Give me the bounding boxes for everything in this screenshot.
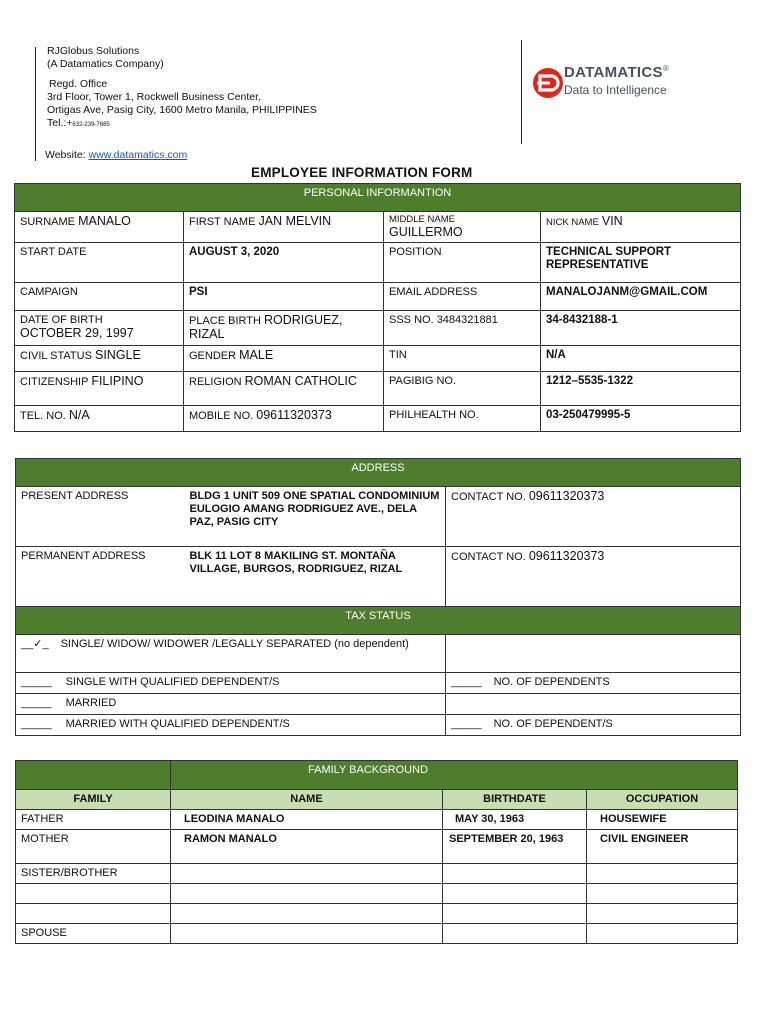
present-contact-label: CONTACT NO. bbox=[451, 491, 526, 503]
first-name-value: JAN MELVIN bbox=[258, 214, 332, 228]
family-name[interactable] bbox=[171, 884, 443, 904]
tax-option-2-blank: _____ bbox=[21, 676, 52, 688]
pagibig-cell[interactable] bbox=[541, 372, 741, 406]
present-address-value: BLDG 1 UNIT 509 ONE SPATIAL CONDOMINIUM EULOGIO AMANG RODRIGUEZ AVE., DELA PAZ, PASIG CITY bbox=[189, 490, 440, 528]
logo-wordmark bbox=[564, 64, 669, 81]
family-occupation[interactable] bbox=[587, 924, 738, 944]
middle-name-value: GUILLERMO bbox=[389, 225, 463, 239]
tin-label: TIN bbox=[389, 349, 407, 361]
start-date-cell[interactable] bbox=[184, 243, 384, 283]
pagibig-label-cell bbox=[384, 372, 541, 406]
tin-value: N/A bbox=[546, 349, 566, 361]
sss-label: SSS NO. bbox=[389, 314, 434, 326]
middle-name-label: MIDDLE NAME bbox=[389, 214, 455, 225]
tax-option-3-label: MARRIED bbox=[65, 697, 117, 709]
family-name[interactable] bbox=[171, 904, 443, 924]
mobile-no-value: 09611320373 bbox=[256, 408, 332, 422]
present-address-cell[interactable] bbox=[185, 487, 446, 547]
tax-option-4-label: MARRIED WITH QUALIFIED DEPENDENT/S bbox=[65, 718, 290, 730]
header-divider-right bbox=[521, 40, 522, 144]
date-of-birth-value: OCTOBER 29, 1997 bbox=[20, 326, 134, 340]
surname-cell[interactable] bbox=[15, 212, 184, 243]
surname-value: MANALO bbox=[78, 214, 131, 228]
sss-alt-value: 34-8432188-1 bbox=[546, 314, 618, 326]
website-line bbox=[45, 149, 187, 162]
tax-status-table bbox=[15, 606, 741, 736]
civil-status-value: SINGLE bbox=[94, 348, 141, 362]
campaign-value: PSI bbox=[189, 286, 208, 298]
personal-information-header: PERSONAL INFORMANTION bbox=[15, 184, 741, 212]
sss-alt-cell[interactable] bbox=[541, 311, 741, 346]
company-subtitle: (A Datamatics Company) bbox=[47, 58, 164, 70]
datamatics-logo bbox=[531, 62, 701, 102]
surname-label: SURNAME bbox=[20, 216, 76, 228]
permanent-address-label: PERMANENT ADDRESS bbox=[21, 550, 146, 562]
position-label-cell bbox=[384, 243, 541, 283]
tin-label-cell bbox=[384, 346, 541, 372]
first-name-cell[interactable] bbox=[184, 212, 384, 243]
family-relation: SPOUSE bbox=[16, 924, 171, 944]
permanent-address-cell[interactable] bbox=[185, 547, 446, 607]
no-of-dependents-2-cell[interactable] bbox=[446, 715, 741, 736]
philhealth-cell[interactable] bbox=[541, 406, 741, 432]
permanent-contact-value: 09611320373 bbox=[528, 549, 605, 563]
campaign-label: CAMPAIGN bbox=[20, 286, 78, 298]
table-row bbox=[16, 904, 738, 924]
tax-status-header: TAX STATUS bbox=[16, 607, 741, 635]
family-birthdate[interactable] bbox=[443, 864, 587, 884]
personal-information-table bbox=[14, 183, 741, 432]
regd-office-label: Regd. Office bbox=[49, 78, 108, 90]
no-of-dependents-label: NO. OF DEPENDENTS bbox=[493, 676, 610, 688]
tax-option-single-check: __✓_ bbox=[21, 638, 49, 650]
logo-tagline: Data to Intelligence bbox=[564, 83, 667, 97]
place-of-birth-value: RODRIGUEZ, RIZAL bbox=[189, 313, 343, 341]
family-occupation[interactable] bbox=[587, 884, 738, 904]
tel-no-value: N/A bbox=[68, 408, 90, 422]
telephone-label: Tel.:+ bbox=[47, 117, 73, 129]
pagibig-value: 1212–5535-1322 bbox=[546, 375, 633, 387]
tax-option-single-right bbox=[446, 635, 741, 673]
website-link[interactable]: www.datamatics.com bbox=[88, 149, 188, 161]
tax-option-single-label: SINGLE/ WIDOW/ WIDOWER /LEGALLY SEPARATED (no dependent) bbox=[60, 638, 409, 650]
telephone-number: 632-239-7685 bbox=[72, 122, 110, 128]
tax-option-single[interactable] bbox=[16, 635, 446, 673]
email-label: EMAIL ADDRESS bbox=[389, 286, 478, 298]
tax-option-married-dependents[interactable] bbox=[16, 715, 446, 736]
first-name-label: FIRST NAME bbox=[189, 216, 256, 228]
datamatics-logo-icon bbox=[531, 66, 565, 100]
sss-cell[interactable] bbox=[384, 311, 541, 346]
no-of-dependents-blank: _____ bbox=[451, 676, 482, 688]
family-background-table bbox=[15, 760, 738, 944]
citizenship-label: CITIZENSHIP bbox=[20, 376, 89, 388]
nick-name-value: VIN bbox=[601, 214, 623, 228]
family-birthdate[interactable]: SEPTEMBER 20, 1963 bbox=[443, 830, 587, 864]
start-date-label-cell bbox=[15, 243, 184, 283]
tax-option-married-right bbox=[446, 694, 741, 715]
pagibig-label: PAGIBIG NO. bbox=[389, 375, 457, 387]
name-col-header: NAME bbox=[171, 790, 443, 810]
family-col-header: FAMILY bbox=[16, 790, 171, 810]
family-background-header bbox=[171, 761, 738, 790]
family-occupation[interactable] bbox=[587, 904, 738, 924]
birthdate-col-header: BIRTHDATE bbox=[443, 790, 587, 810]
family-background-title: FAMILY BACKGROUND bbox=[308, 764, 429, 776]
telephone-line bbox=[47, 117, 387, 132]
present-contact-value: 09611320373 bbox=[528, 489, 605, 503]
company-name: RJGlobus Solutions bbox=[47, 45, 140, 57]
family-relation bbox=[16, 904, 171, 924]
philhealth-label-cell bbox=[384, 406, 541, 432]
logo-name: DATAMATICS bbox=[564, 64, 663, 81]
permanent-address-label-cell bbox=[16, 547, 185, 607]
tin-cell[interactable] bbox=[541, 346, 741, 372]
logo-registered: ® bbox=[662, 64, 670, 73]
occupation-col-header: OCCUPATION bbox=[587, 790, 738, 810]
family-name[interactable]: LEODINA MANALO bbox=[171, 810, 443, 830]
civil-status-cell[interactable] bbox=[15, 346, 184, 372]
start-date-value: AUGUST 3, 2020 bbox=[189, 246, 280, 258]
family-relation: FATHER bbox=[16, 810, 171, 830]
present-contact-cell[interactable] bbox=[446, 487, 741, 547]
sss-value: 3484321881 bbox=[436, 314, 498, 326]
family-occupation[interactable] bbox=[587, 864, 738, 884]
religion-cell[interactable] bbox=[184, 372, 384, 406]
family-relation: MOTHER bbox=[16, 830, 171, 864]
family-birthdate[interactable]: MAY 30, 1963 bbox=[443, 810, 587, 830]
date-of-birth-label: DATE OF BIRTH bbox=[20, 314, 103, 326]
position-label: POSITION bbox=[389, 246, 442, 258]
place-of-birth-label: PLACE BIRTH bbox=[189, 315, 261, 327]
no-of-dependents-2-label: NO. OF DEPENDENT/S bbox=[493, 718, 613, 730]
permanent-contact-cell[interactable] bbox=[446, 547, 741, 607]
email-cell[interactable] bbox=[541, 283, 741, 311]
no-of-dependents-2-blank: _____ bbox=[451, 718, 482, 730]
email-value: MANALOJANM@GMAIL.COM bbox=[546, 286, 708, 298]
present-address-label: PRESENT ADDRESS bbox=[21, 490, 129, 502]
start-date-label: START DATE bbox=[20, 246, 87, 258]
nick-name-label: NICK NAME bbox=[546, 217, 599, 228]
table-row bbox=[16, 830, 738, 864]
position-cell[interactable] bbox=[541, 243, 741, 283]
family-occupation[interactable]: HOUSEWIFE bbox=[587, 810, 738, 830]
address-header: ADDRESS bbox=[16, 459, 741, 487]
date-of-birth-cell[interactable] bbox=[15, 311, 184, 346]
religion-value: ROMAN CATHOLIC bbox=[244, 374, 357, 388]
family-relation bbox=[16, 884, 171, 904]
address-table bbox=[15, 458, 741, 607]
no-of-dependents-cell[interactable] bbox=[446, 673, 741, 694]
philhealth-value: 03-250479995-5 bbox=[546, 409, 631, 421]
philhealth-label: PHILHEALTH NO. bbox=[389, 409, 479, 421]
header-divider-left bbox=[35, 47, 36, 161]
company-block bbox=[47, 45, 387, 132]
tax-option-2-label: SINGLE WITH QUALIFIED DEPENDENT/S bbox=[65, 676, 280, 688]
family-name[interactable]: RAMON MANALO bbox=[171, 830, 443, 864]
website-label: Website: bbox=[45, 149, 86, 161]
campaign-cell[interactable] bbox=[184, 283, 384, 311]
nick-name-cell[interactable] bbox=[541, 212, 741, 243]
office-address-line-1: 3rd Floor, Tower 1, Rockwell Business Center, bbox=[47, 91, 261, 103]
position-value: TECHNICAL SUPPORT REPRESENTATIVE bbox=[546, 246, 672, 271]
civil-status-label: CIVIL STATUS bbox=[20, 350, 92, 362]
gender-value: MALE bbox=[239, 348, 274, 362]
tax-option-3-blank: _____ bbox=[21, 697, 52, 709]
tel-no-label: TEL. NO. bbox=[20, 410, 66, 422]
mobile-no-label: MOBILE NO. bbox=[189, 410, 254, 422]
family-header-blank bbox=[16, 761, 171, 790]
table-row bbox=[16, 864, 738, 884]
family-birthdate[interactable] bbox=[443, 904, 587, 924]
family-birthdate[interactable] bbox=[443, 884, 587, 904]
email-label-cell bbox=[384, 283, 541, 311]
tax-option-single-dependents[interactable] bbox=[16, 673, 446, 694]
table-row bbox=[16, 810, 738, 830]
family-birthdate[interactable] bbox=[443, 924, 587, 944]
table-row bbox=[16, 884, 738, 904]
family-name[interactable] bbox=[171, 924, 443, 944]
tax-option-4-blank: _____ bbox=[21, 718, 52, 730]
citizenship-cell[interactable] bbox=[15, 372, 184, 406]
gender-cell[interactable] bbox=[184, 346, 384, 372]
tax-option-married[interactable] bbox=[16, 694, 446, 715]
middle-name-cell[interactable] bbox=[384, 212, 541, 243]
permanent-contact-label: CONTACT NO. bbox=[451, 551, 526, 563]
table-row bbox=[16, 924, 738, 944]
office-address-line-2: Ortigas Ave, Pasig City, 1600 Metro Manila, PHILIPPINES bbox=[47, 104, 317, 116]
family-name[interactable] bbox=[171, 864, 443, 884]
gender-label: GENDER bbox=[189, 350, 237, 362]
family-occupation[interactable]: CIVIL ENGINEER bbox=[587, 830, 738, 864]
citizenship-value: FILIPINO bbox=[91, 374, 144, 388]
present-address-label-cell bbox=[16, 487, 185, 547]
form-title: EMPLOYEE INFORMATION FORM bbox=[251, 165, 473, 180]
tel-no-cell[interactable] bbox=[15, 406, 184, 432]
campaign-label-cell bbox=[15, 283, 184, 311]
family-relation: SISTER/BROTHER bbox=[16, 864, 171, 884]
religion-label: RELIGION bbox=[189, 376, 242, 388]
mobile-no-cell[interactable] bbox=[184, 406, 384, 432]
place-of-birth-cell[interactable] bbox=[184, 311, 384, 346]
permanent-address-value: BLK 11 LOT 8 MAKILING ST. MONTAÑA VILLAGE, BURGOS, RODRIGUEZ, RIZAL bbox=[189, 550, 403, 575]
